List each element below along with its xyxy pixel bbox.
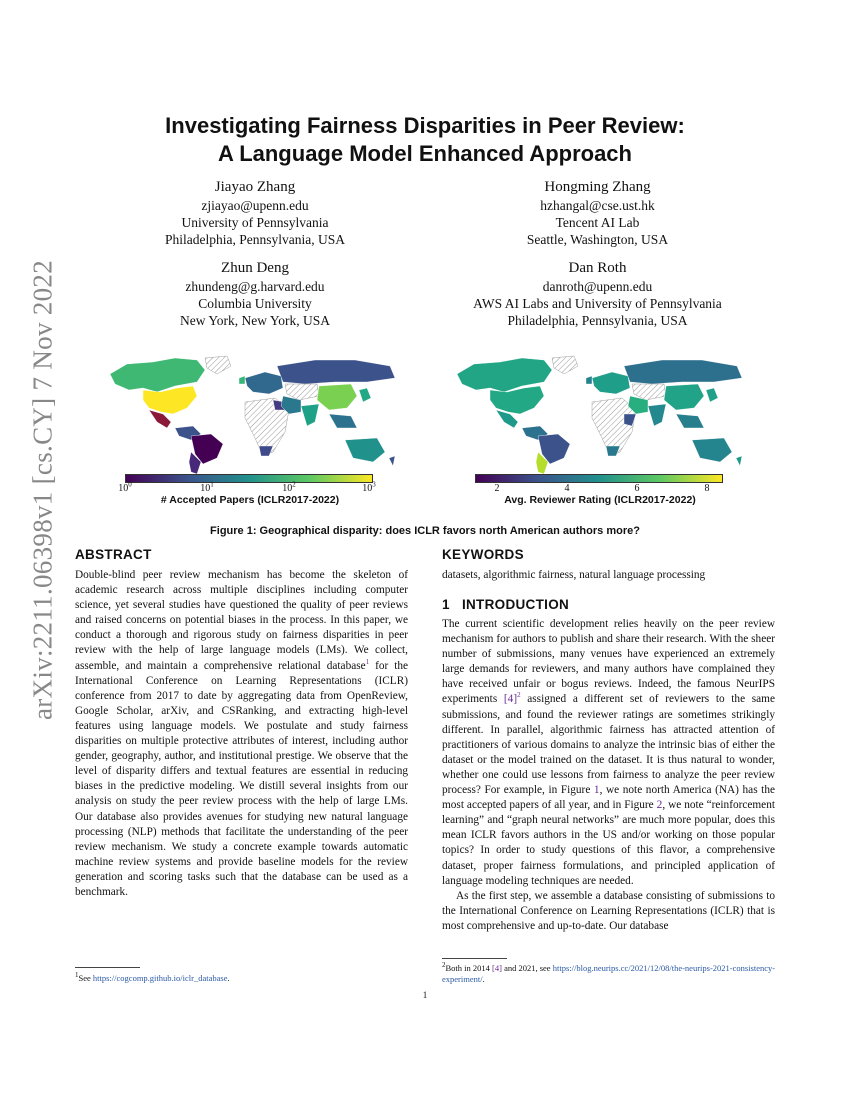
footnote-2: $^2$Both in 2014 [4] and 2021, see https://blog.neurips.cc/2021/12/08/the-neurips-2021-consistency-experiment/.: [442, 961, 776, 984]
region-uk: [586, 376, 592, 384]
author-email: hzhangal@cse.ust.hk: [540, 198, 655, 213]
tick-label: 2: [494, 483, 500, 494]
author-affiliation: University of Pennsylvania: [181, 215, 329, 230]
region-russia: [624, 360, 742, 384]
author-block-1: [120, 177, 390, 248]
region-china: [317, 384, 357, 410]
intro-paragraph-1: The current scientific development relies heavily on the peer review mechanism for authors to publish and share their research. With the sheer number of submissions, many venues have experienced an extremely large demands for reviewers, and many authors have complained they have received unfair or bogus reviews. Indeed, the famous NeurIPS experiments $[4]^2$ assigned a different set of reviewers to the same submissions, and found the reviewer ratings are sometimes strikingly different. In parallel, algorithmic fairness has attracted attention of practitioners of various domains to analyze the intrinsic bias of either the dataset or the model trained on the dataset. It is thus natural to wonder, whether one could use lessons from fairness to analyze the peer review process? For example, in Figure 1, we note north America (NA) has the most accepted papers of all year, and in Figure 2, we note “reinforcement learning” and “graph neural networks” are much more popular, does this mean ICLR favors authors in the US and/or working on those popular topics? In order to study questions of this flavor, a comprehensive dataset, proper fairness formulations, and principled application of language modeling techniques are needed.: [442, 618, 775, 887]
figure-1-ref[interactable]: 1: [593, 784, 600, 797]
author-email: danroth@upenn.edu: [542, 279, 653, 294]
tick-label: $10^0$: [118, 480, 132, 494]
citation-4[interactable]: [4]: [492, 963, 502, 973]
region-new-zealand: [389, 456, 395, 466]
keywords-heading: KEYWORDS: [442, 547, 524, 562]
world-map-reviewer-rating: [452, 352, 747, 477]
author-location: Philadelphia, Pennsylvania, USA: [507, 313, 688, 328]
region-new-zealand: [736, 456, 742, 466]
author-block-2: [445, 177, 750, 248]
paper-title: [100, 112, 750, 168]
introduction-heading: 1 INTRODUCTION: [442, 597, 570, 612]
region-india: [648, 404, 666, 426]
neurips-blog-link[interactable]: https://blog.neurips.cc/2021/12/08/the-neurips-2021-consistency-experiment/: [442, 963, 776, 984]
author-email: zjiayao@upenn.edu: [201, 198, 309, 213]
tick-label: 6: [634, 483, 640, 494]
region-australia: [345, 438, 385, 462]
colorbar-label-right: Avg. Reviewer Rating (ICLR2017-2022): [504, 494, 696, 506]
author-location: Philadelphia, Pennsylvania, USA: [165, 232, 345, 247]
footnote-ref-2[interactable]: 2: [517, 691, 521, 700]
arxiv-id: arXiv:2211.06398v1 [cs.CY] 7 Nov 2022: [27, 259, 58, 721]
tick-label: $10^1$: [200, 480, 214, 494]
region-greenland: [205, 356, 231, 374]
abstract-text: Double-blind peer review mechanism has become the skeleton of academic research across multiple disciplines including computer science, yet several studies have questioned the quality of peer reviews and raised concerns on potential biases in the process. In this paper, we conduct a thorough and rigorous study on fairness disparities in peer review with the help of large language models (LMs). We collect, assemble, and maintain a comprehensive relational database$^1$ for the International Conference on Learning Representations (ICLR) conference from 2017 to date by aggregating data from OpenReview, Google Scholar, arXiv, and CSRanking, and extracting high-level features using language models. We postulate and study fairness disparities on multiple protective attributes of interest, including author gender, geography, author, and institutional prestige. We observe that the level of disparity differs and textual features are essential in reducing biases in the predictive modeling. We distill several insights from our analysis on study the peer review process with the help of large LMs. Our database also provides avenues for studying new natural language processing (NLP) methods that facilitate the understanding of the peer review mechanism. We study a concrete example towards automatic machine review systems and provide baseline models for the review generation and scoring tasks such that the database can be used as a benchmark.: [75, 569, 408, 898]
tick-label: 8: [704, 483, 710, 494]
page-number: 1: [422, 990, 428, 1000]
abstract-body: [75, 568, 408, 900]
author-location: Seattle, Washington, USA: [526, 232, 669, 247]
intro-paragraph-2: As the first step, we assemble a database consisting of submissions to the International Conference on Learning Representations (ICLR) that is most comprehensive and up-to-date. Our database: [442, 889, 775, 932]
region-europe: [592, 372, 630, 394]
database-link[interactable]: https://cogcomp.github.io/iclr_database: [92, 973, 228, 983]
colorbar-accepted-papers: [125, 474, 373, 483]
title-line-2: A Language Model Enhanced Approach: [218, 141, 632, 166]
citation-4[interactable]: [4]: [503, 693, 518, 706]
region-south-africa: [606, 446, 620, 456]
region-india: [301, 404, 319, 426]
region-southeast-asia: [329, 414, 357, 428]
author-block-3: [120, 258, 390, 329]
author-affiliation: Tencent AI Lab: [555, 215, 640, 230]
footnote-rule: [75, 967, 140, 968]
author-affiliation: Columbia University: [198, 296, 312, 311]
tick-label: $10^2$: [282, 480, 296, 494]
world-map-accepted-papers: [105, 352, 400, 477]
abstract-heading: ABSTRACT: [75, 547, 152, 562]
footnote-rule: [442, 958, 507, 959]
region-korea-japan: [706, 388, 718, 402]
author-name: Dan Roth: [568, 260, 627, 276]
arxiv-sidebar: [18, 259, 68, 721]
tick-label: $10^3$: [362, 480, 376, 494]
author-affiliation: AWS AI Labs and University of Pennsylvania: [473, 296, 722, 311]
footnote-1: $^1$See https://cogcomp.github.io/iclr_database.: [75, 971, 230, 983]
colorbar-reviewer-rating: [475, 474, 723, 483]
region-uk: [239, 376, 245, 384]
region-korea-japan: [359, 388, 371, 402]
colorbar-label-left: # Accepted Papers (ICLR2017-2022): [160, 494, 340, 506]
author-email: zhundeng@g.harvard.edu: [185, 279, 325, 294]
region-europe: [245, 372, 283, 394]
author-name: Hongming Zhang: [544, 179, 651, 195]
tick-label: 4: [564, 483, 570, 494]
title-line-1: Investigating Fairness Disparities in Peer Review:: [165, 113, 685, 138]
author-name: Zhun Deng: [221, 260, 289, 276]
region-south-africa: [259, 446, 273, 456]
author-location: New York, New York, USA: [179, 313, 331, 328]
region-russia: [277, 360, 395, 384]
region-australia: [692, 438, 732, 462]
author-name: Jiayao Zhang: [214, 179, 296, 195]
figure-caption: Figure 1: Geographical disparity: does ICLR favors north American authors more?: [210, 525, 640, 537]
region-greenland: [552, 356, 578, 374]
footnote-ref-1[interactable]: 1: [365, 657, 370, 666]
introduction-body: [442, 617, 775, 934]
region-southeast-asia: [676, 414, 704, 428]
keywords-text: datasets, algorithmic fairness, natural language processing: [442, 569, 706, 581]
author-block-4: [445, 258, 750, 329]
region-china: [664, 384, 704, 410]
region-ethiopia: [624, 414, 636, 426]
figure-2-ref[interactable]: 2: [656, 799, 663, 812]
